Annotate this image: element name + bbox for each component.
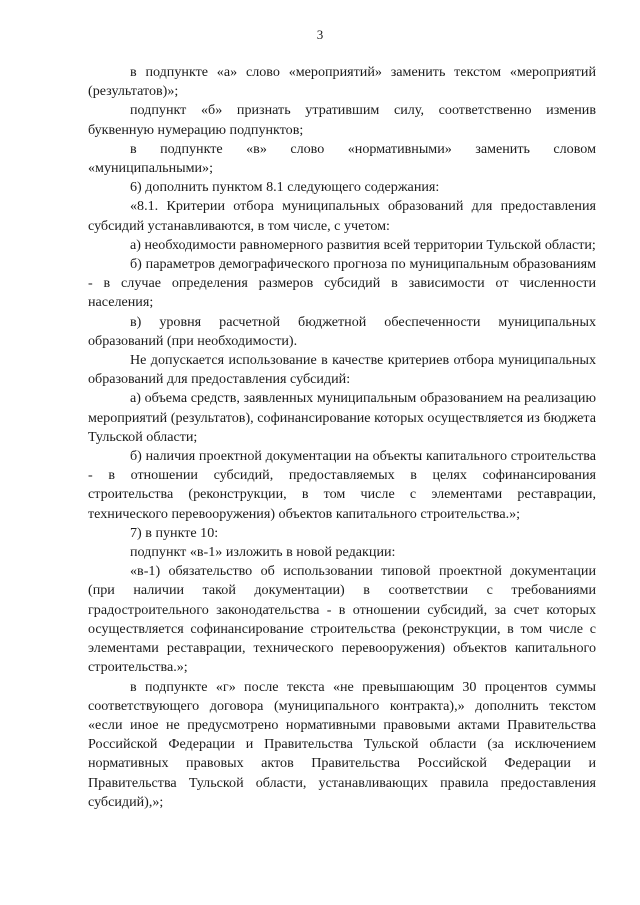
paragraph: в подпункте «в» слово «нормативными» заменить словом «муниципальными»; [88, 140, 596, 177]
paragraph: б) наличия проектной документации на объекты капитального строительства - в отношении субсидий, предоставляемых в целях софинансирования строительства (реконструкции, в том числе с элементами реставрации, технического перевооружения) объектов капитального строительства.»; [88, 448, 596, 522]
page-number: 3 [316, 27, 324, 42]
paragraph: подпункт «б» признать утратившим силу, соответственно изменив буквенную нумерацию подпунктов; [88, 102, 596, 138]
document-body [88, 63, 596, 812]
paragraph: а) объема средств, заявленных муниципальным образованием на реализацию мероприятий (результатов), софинансирование которых осуществляется из бюджета Тульской области; [88, 390, 596, 445]
paragraph: «8.1. Критерии отбора муниципальных образований для предоставления субсидий устанавливаются, в том числе, с учетом: [88, 198, 596, 234]
paragraph: а) необходимости равномерного развития всей территории Тульской области; [130, 236, 596, 253]
paragraph: б) параметров демографического прогноза по муниципальным образованиям - в случае определения размеров субсидий в зависимости от численности населения; [88, 256, 596, 311]
paragraph: 7) в пункте 10: [130, 524, 219, 541]
paragraph: Не допускается использование в качестве критериев отбора муниципальных образований для предоставления субсидий: [88, 352, 596, 388]
paragraph: в) уровня расчетной бюджетной обеспеченности муниципальных образований (при необходимости). [88, 313, 596, 349]
paragraph: «в-1) обязательство об использовании типовой проектной документации (при наличии такой документации) в соответствии с требованиями градостроительного законодательства - в отношении субсидий, за счет которых осуществляется софинансирование строительства (реконструкции, в том числе с элементами реставрации, технического перевооружения) объектов капитального строительства.»; [88, 563, 596, 676]
paragraph: подпункт «в-1» изложить в новой редакции: [130, 544, 396, 561]
paragraph: в подпункте «г» после текста «не превышающим 30 процентов суммы соответствующего договора (муниципального контракта),» дополнить текстом «если иное не предусмотрено нормативными правовыми актами Правительства Российской Федерации и Правительства Тульской области (за исключением нормативных правовых актов Правительства Российской Федерации и Правительства Тульской области, устанавливающих правила предоставления субсидий),»; [88, 678, 596, 810]
paragraph: в подпункте «а» слово «мероприятий» заменить текстом «мероприятий (результатов)»; [88, 64, 596, 100]
paragraph: 6) дополнить пунктом 8.1 следующего содержания: [130, 179, 440, 196]
